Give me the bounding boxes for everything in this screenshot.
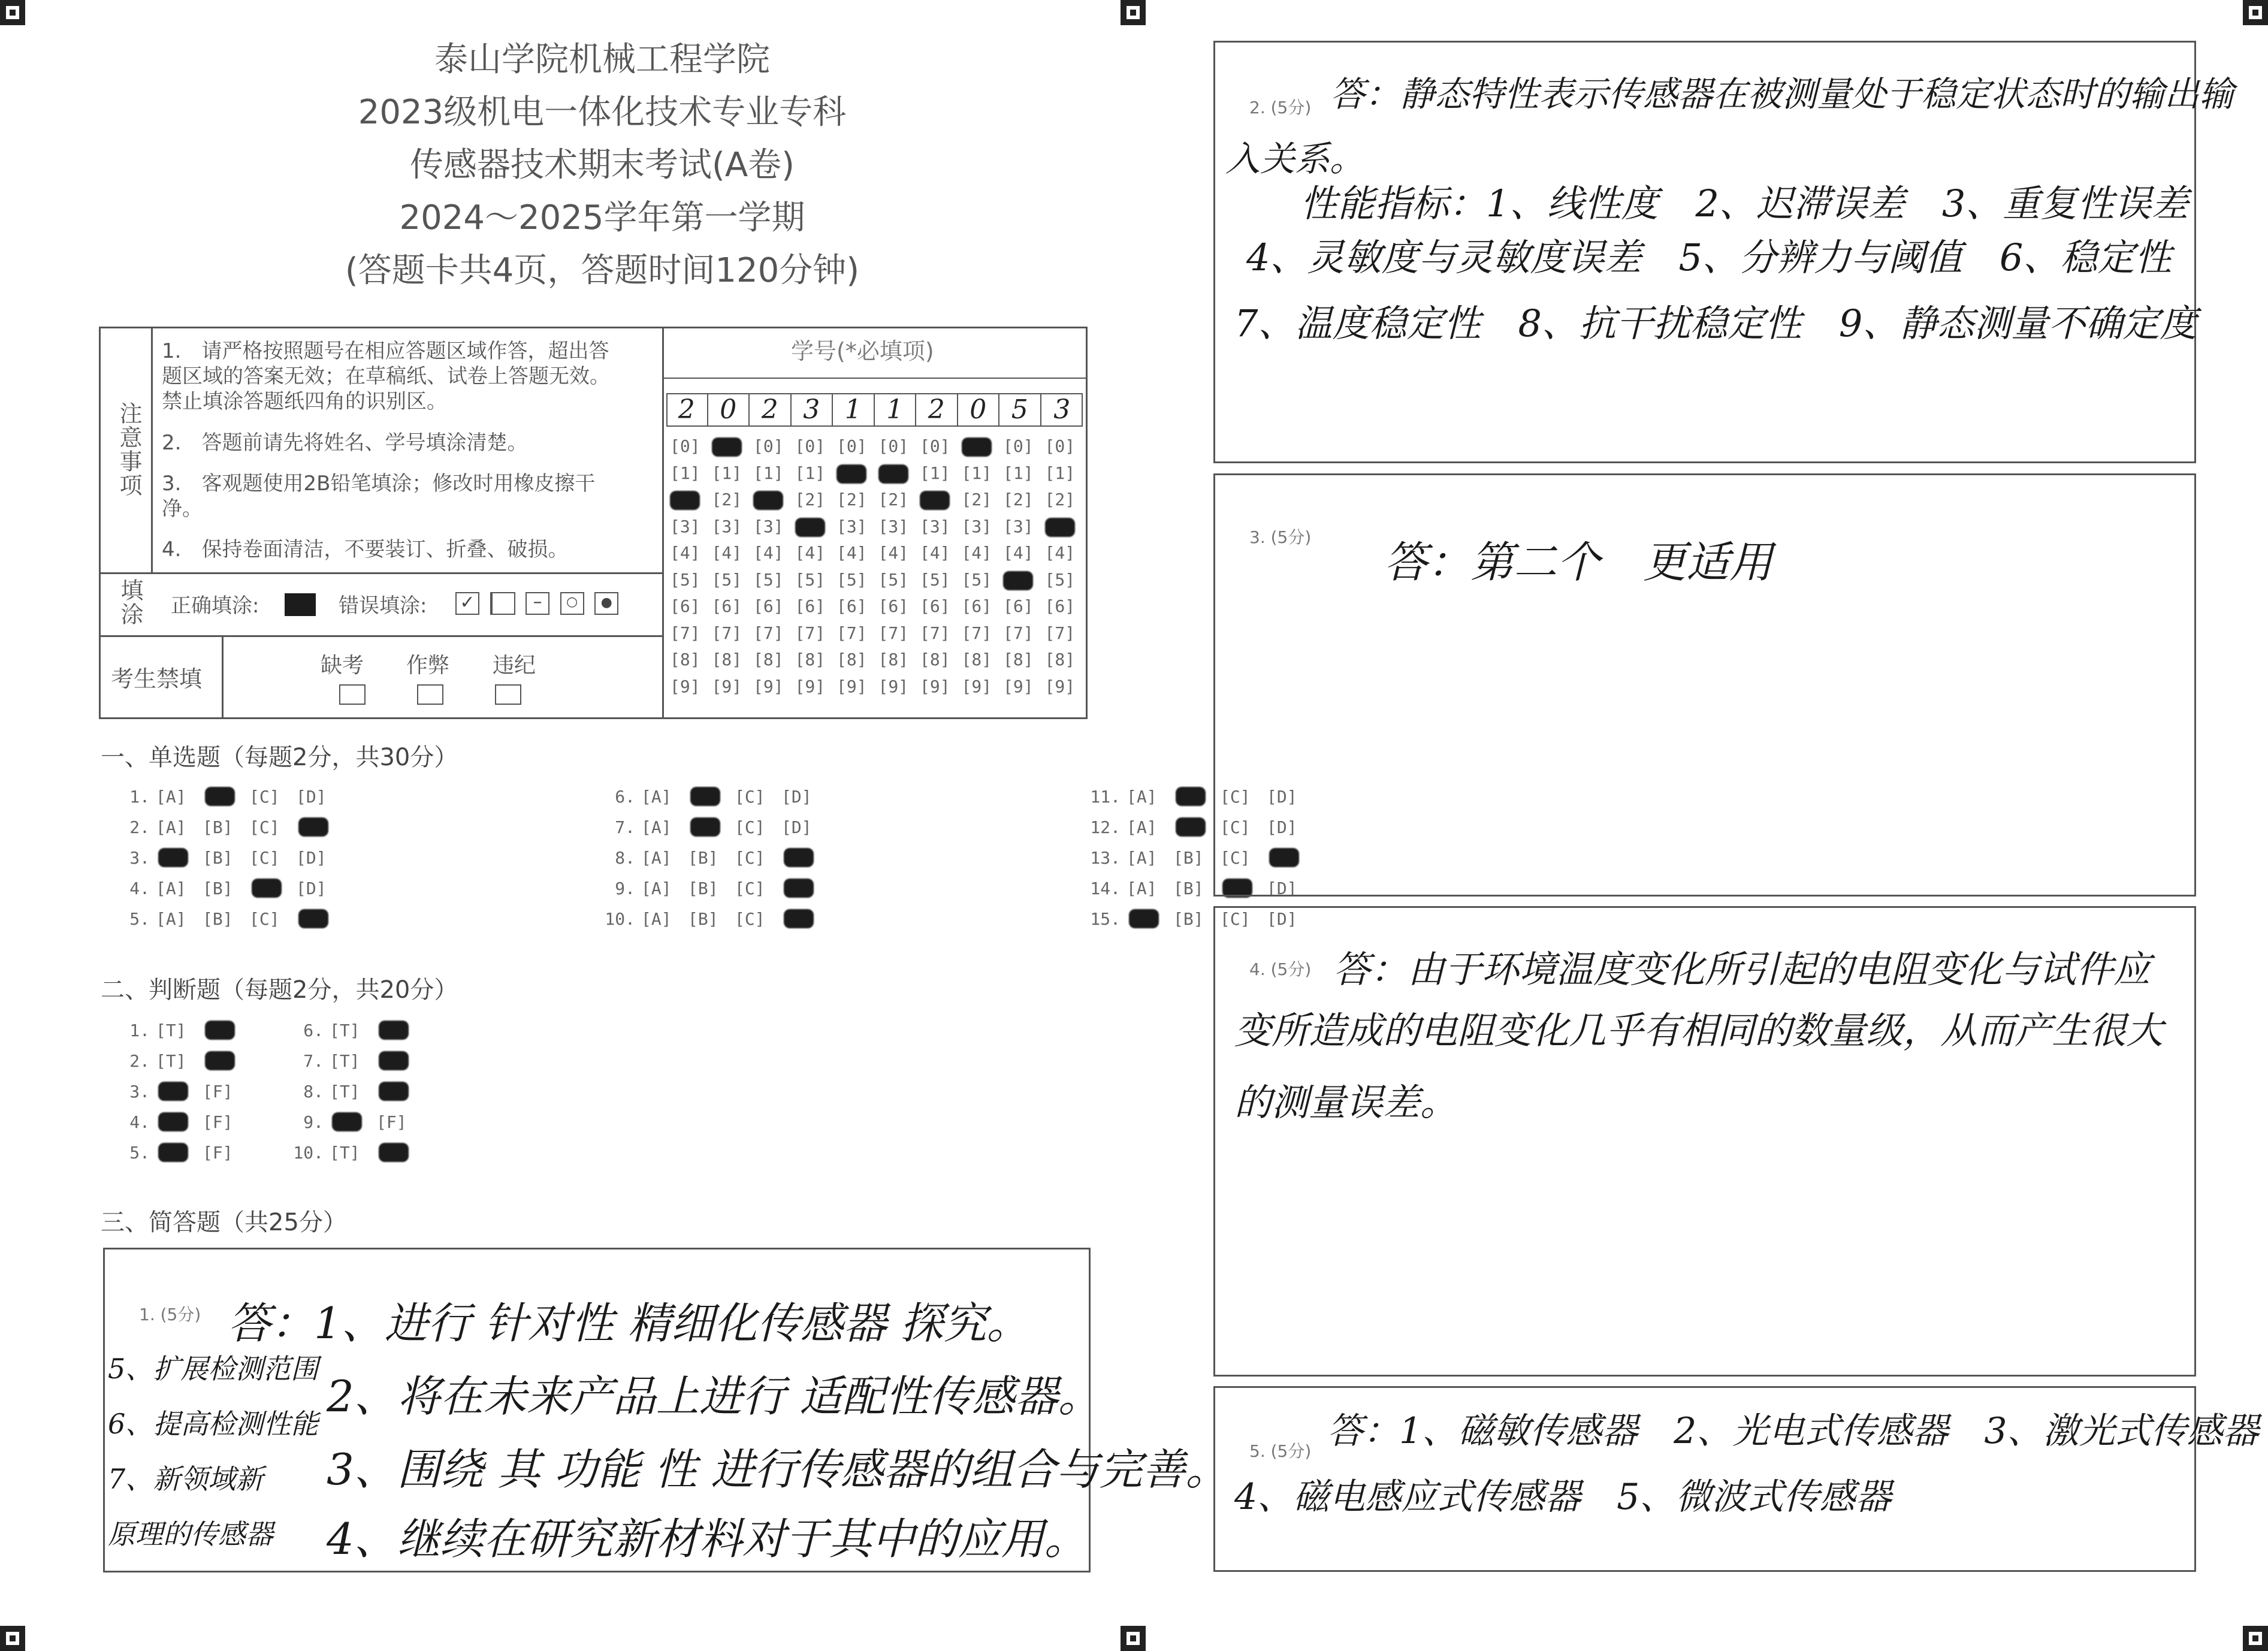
single-choice-option[interactable]: [C] (735, 848, 765, 868)
student-id-bubble[interactable]: [3] (920, 516, 950, 536)
judge-mark[interactable] (205, 1021, 235, 1040)
judge-mark[interactable] (205, 1051, 235, 1070)
q4-label: 4. (5分) (1249, 959, 1312, 979)
single-choice-option[interactable]: [C] (1220, 787, 1251, 807)
single-choice-option[interactable]: [A] (156, 787, 186, 807)
student-id-digit: 5 (999, 394, 1041, 425)
single-choice-option[interactable]: [D] (296, 879, 327, 898)
student-id-bubble[interactable]: [6] (711, 596, 742, 616)
single-choice-option[interactable]: [D] (296, 848, 327, 868)
section-single-choice: 一、单选题（每题2分，共30分） (101, 744, 458, 771)
judge-number: 8. (303, 1082, 324, 1101)
q4-answer-line-1: 答：由于环境温度变化所引起的电阻变化与试件应 (1333, 947, 2151, 991)
id-divider-h (662, 378, 1088, 379)
student-id-bubble[interactable]: [3] (670, 516, 700, 536)
single-choice-option[interactable]: [B] (203, 817, 233, 837)
single-choice-option[interactable]: [D] (1267, 909, 1297, 929)
q4-answer-line-2: 变所造成的电阻变化几乎有相同的数量级，从而产生很大 (1234, 1009, 2164, 1052)
student-id-bubble[interactable]: [8] (1044, 650, 1076, 669)
judge-option[interactable]: [T] (330, 1143, 360, 1163)
student-id-bubble[interactable]: [0] (753, 436, 784, 456)
single-choice-option[interactable]: [C] (249, 909, 280, 929)
single-choice-option[interactable]: [A] (1127, 817, 1157, 837)
judge-option[interactable]: [T] (156, 1021, 186, 1040)
student-id-bubble[interactable]: [0] (878, 436, 909, 456)
student-id-digit: 3 (792, 394, 833, 425)
major-title: 2023级机电一体化技术专业专科 (358, 93, 847, 132)
student-id-bubble[interactable]: [2] (711, 490, 742, 509)
student-id-bubble[interactable]: [9] (878, 676, 909, 696)
single-choice-option[interactable]: [B] (1173, 909, 1204, 929)
judge-number: 4. (129, 1112, 150, 1132)
judge-option[interactable]: [F] (376, 1112, 407, 1132)
judge-number: 9. (303, 1112, 324, 1132)
student-id-bubble[interactable]: [6] (836, 596, 867, 616)
notice-item-4: 4. 保持卷面清洁，不要装订、折叠、破损。 (162, 538, 569, 562)
table-divider-h2 (99, 635, 662, 637)
student-id-digit: 3 (1053, 394, 1071, 425)
student-id-bubble[interactable]: [8] (795, 650, 826, 669)
student-id-bubble[interactable]: [8] (670, 650, 700, 669)
wrong-fill-line (490, 592, 515, 615)
student-id-bubble[interactable]: [7] (795, 623, 826, 643)
student-id-bubble[interactable]: [4] (961, 543, 992, 563)
single-choice-option[interactable]: [C] (735, 817, 765, 837)
single-choice-mark[interactable] (784, 909, 814, 928)
student-id-bubble[interactable]: [2] (1044, 490, 1076, 509)
single-choice-number: 15. (1090, 909, 1121, 929)
single-choice-option[interactable]: [D] (1267, 879, 1297, 898)
student-id-bubble[interactable]: [8] (961, 650, 992, 669)
student-id-mark[interactable] (712, 437, 742, 457)
wrong-fill-dot: ● (594, 592, 618, 615)
single-choice-option[interactable]: [A] (156, 879, 186, 898)
q1-answer-line-1: 答：1、进行 针对性 精细化传感器 探究。 (228, 1298, 1030, 1348)
judge-option[interactable]: [T] (330, 1021, 360, 1040)
judge-number: 10. (293, 1143, 324, 1163)
student-id-bubble[interactable]: [7] (753, 623, 784, 643)
student-id-bubble[interactable]: [9] (920, 676, 950, 696)
student-id-bubble[interactable]: [9] (753, 676, 784, 696)
student-id-bubble[interactable]: [7] (711, 623, 742, 643)
judge-mark[interactable] (158, 1143, 188, 1162)
student-id-bubble[interactable]: [0] (836, 436, 867, 456)
student-id-bubble[interactable]: [4] (753, 543, 784, 563)
student-id-bubble[interactable]: [4] (795, 543, 826, 563)
judge-option[interactable]: [T] (330, 1051, 360, 1071)
q3-label: 3. (5分) (1249, 527, 1312, 547)
section-judge: 二、判断题（每题2分，共20分） (101, 976, 458, 1004)
wrong-fill-dash: – (526, 592, 549, 615)
q1-label: 1. (5分) (139, 1305, 201, 1324)
correct-fill-label: 正确填涂: (171, 594, 259, 618)
single-choice-number: 13. (1090, 848, 1121, 868)
semester-title: 2024～2025学年第一学期 (399, 198, 805, 237)
table-divider-v2 (662, 327, 664, 719)
judge-number: 6. (303, 1021, 324, 1040)
student-id-bubble[interactable]: [5] (753, 569, 784, 590)
student-id-mark[interactable] (670, 491, 700, 510)
single-choice-number: 9. (615, 879, 635, 898)
single-choice-number: 7. (615, 817, 635, 837)
single-choice-number: 5. (129, 909, 150, 929)
single-choice-option[interactable]: [C] (1220, 817, 1251, 837)
judge-number: 2. (129, 1051, 150, 1071)
notice-item-1: 1. 请严格按照题号在相应答题区域作答，超出答题区域的答案无效；在草稿纸、试卷上答题无效。禁止填涂答题纸四角的识别区。 (162, 339, 610, 413)
single-choice-mark[interactable] (1176, 817, 1206, 837)
judge-mark[interactable] (379, 1021, 409, 1040)
student-id-bubble[interactable]: [1] (1044, 463, 1076, 483)
table-divider-v3 (222, 635, 224, 719)
judge-option[interactable]: [F] (203, 1082, 233, 1101)
single-choice-mark[interactable] (1129, 909, 1159, 928)
student-id-bubble[interactable]: [3] (711, 516, 742, 536)
judge-option[interactable]: [T] (330, 1082, 360, 1101)
wrong-fill-circle: ○ (560, 592, 584, 615)
student-id-title: 学号(*必填项) (791, 338, 934, 364)
student-id-bubble[interactable]: [1] (711, 463, 742, 483)
single-choice-option[interactable]: [C] (1220, 909, 1251, 929)
student-id-bubble[interactable]: [9] (670, 676, 700, 696)
forbid-violation: 违纪 (493, 653, 536, 678)
single-choice-number: 14. (1090, 879, 1121, 898)
q2-answer-line-5: 7、温度稳定性 8、抗干扰稳定性 9、静态测量不确定度 (1234, 301, 2197, 345)
student-id-bubble[interactable]: [8] (1003, 650, 1034, 669)
student-id-digit: 1 (875, 394, 917, 425)
judge-option[interactable]: [T] (156, 1051, 186, 1071)
q1-side-note-3: 7、新领域新 (108, 1463, 264, 1495)
single-choice-number: 2. (129, 817, 150, 837)
corner-mark-top-middle (1121, 0, 1146, 25)
q1-answer-line-2: 2、将在未来产品上进行 适配性传感器。 (327, 1371, 1101, 1421)
single-choice-mark[interactable] (690, 817, 720, 837)
notice-label: 注意事项 (116, 402, 142, 497)
single-choice-option[interactable]: [D] (296, 787, 327, 807)
judge-number: 5. (129, 1143, 150, 1163)
single-choice-option[interactable]: [A] (641, 787, 672, 807)
student-id-bubble[interactable]: [5] (795, 569, 826, 590)
student-id-bubble[interactable]: [2] (878, 490, 909, 509)
student-id-digit: 0 (708, 394, 750, 425)
q1-side-note-2: 6、提高检测性能 (108, 1408, 319, 1440)
notice-item-2: 2. 答题前请先将姓名、学号填涂清楚。 (162, 431, 528, 455)
student-id-bubble[interactable]: [7] (961, 623, 992, 643)
student-id-bubble[interactable]: [9] (711, 676, 742, 696)
student-id-bubble[interactable]: [9] (836, 676, 867, 696)
single-choice-option[interactable]: [B] (203, 848, 233, 868)
forbid-cheat-box[interactable] (417, 684, 443, 705)
student-id-bubble[interactable]: [9] (1003, 676, 1034, 696)
single-choice-option[interactable]: [A] (641, 909, 672, 929)
single-choice-number: 10. (605, 909, 635, 929)
judge-mark[interactable] (379, 1082, 409, 1101)
student-id-mark[interactable] (836, 464, 866, 484)
student-id-bubble[interactable]: [7] (1044, 623, 1076, 643)
single-choice-option[interactable]: [C] (249, 817, 280, 837)
student-id-bubble[interactable]: [2] (961, 490, 992, 509)
student-id-bubble[interactable]: [2] (1003, 490, 1034, 509)
single-choice-option[interactable]: [D] (1267, 787, 1297, 807)
student-id-bubble[interactable]: [5] (878, 569, 909, 590)
forbid-label: 考生禁填 (111, 666, 203, 692)
single-choice-option[interactable]: [B] (688, 848, 718, 868)
student-id-digit: 2 (666, 394, 708, 425)
q1-side-note-4: 原理的传感器 (108, 1518, 273, 1550)
student-id-bubble[interactable]: [8] (920, 650, 950, 669)
student-id-bubble[interactable]: [5] (961, 569, 992, 590)
q5-answer-line-1: 答：1、磁敏传感器 2、光电式传感器 3、激光式传感器 (1327, 1410, 2259, 1452)
student-id-digit: 1 (833, 394, 875, 425)
wrong-fill-samples (451, 592, 618, 615)
student-id-bubble[interactable]: [6] (1003, 596, 1034, 616)
school-title: 泰山学院机械工程学院 (434, 40, 770, 79)
single-choice-option[interactable]: [B] (688, 909, 718, 929)
student-id-bubble[interactable]: [9] (795, 676, 826, 696)
student-id-mark[interactable] (753, 491, 783, 510)
judge-mark[interactable] (158, 1112, 188, 1131)
student-id-digit: 2 (750, 394, 792, 425)
student-id-bubble[interactable]: [4] (836, 543, 867, 563)
student-id-bubble[interactable]: [7] (920, 623, 950, 643)
single-choice-mark[interactable] (298, 909, 328, 928)
single-choice-mark[interactable] (158, 848, 188, 867)
table-divider-v1 (151, 327, 153, 572)
single-choice-option[interactable]: [A] (1127, 879, 1157, 898)
single-choice-option[interactable]: [C] (735, 787, 765, 807)
judge-mark[interactable] (379, 1051, 409, 1070)
single-choice-option[interactable]: [A] (156, 817, 186, 837)
student-id-bubble[interactable]: [1] (1003, 463, 1034, 483)
student-id-bubble[interactable]: [3] (1003, 516, 1034, 536)
student-id-bubble[interactable]: [4] (670, 543, 700, 563)
student-id-bubble[interactable]: [5] (920, 569, 950, 590)
single-choice-option[interactable]: [B] (203, 909, 233, 929)
exam-info: (答题卡共4页，答题时间120分钟) (345, 251, 860, 290)
student-id-mark[interactable] (1045, 518, 1075, 537)
q1-answer-line-4: 4、继续在研究新材料对于其中的应用。 (327, 1514, 1088, 1564)
single-choice-option[interactable]: [A] (641, 848, 672, 868)
student-id-bubble[interactable]: [3] (753, 516, 784, 536)
judge-number: 1. (129, 1021, 150, 1040)
student-id-mark[interactable] (920, 491, 950, 510)
single-choice-option[interactable]: [B] (688, 879, 718, 898)
single-choice-option[interactable]: [B] (1173, 879, 1204, 898)
q2-answer-line-3: 性能指标：1、线性度 2、迟滞误差 3、重复性误差 (1300, 182, 2189, 225)
table-divider-h1 (99, 572, 662, 574)
student-id-bubble[interactable]: [4] (1003, 543, 1034, 563)
student-id-bubble[interactable]: [5] (670, 569, 700, 590)
judge-option[interactable]: [F] (203, 1112, 233, 1132)
judge-mark[interactable] (158, 1082, 188, 1101)
single-choice-number: 12. (1090, 817, 1121, 837)
q5-label: 5. (5分) (1249, 1441, 1312, 1461)
student-id-bubble[interactable]: [7] (878, 623, 909, 643)
student-id-bubble[interactable]: [9] (961, 676, 992, 696)
student-id-bubble[interactable]: [7] (836, 623, 867, 643)
single-choice-option[interactable]: [A] (1127, 848, 1157, 868)
student-id-bubble[interactable]: [4] (1044, 543, 1076, 563)
student-id-bubble[interactable]: [7] (670, 623, 700, 643)
q2-answer-line-2: 入关系。 (1225, 138, 1365, 179)
judge-option[interactable]: [F] (203, 1143, 233, 1163)
single-choice-mark[interactable] (690, 787, 720, 806)
student-id-bubble[interactable]: [7] (1003, 623, 1034, 643)
single-choice-number: 1. (129, 787, 150, 807)
section-short-answer: 三、简答题（共25分） (101, 1209, 347, 1236)
student-id-digit: 0 (958, 394, 1000, 425)
student-id-bubble[interactable]: [0] (670, 436, 700, 456)
student-id-bubble[interactable]: [3] (878, 516, 909, 536)
corner-mark-top-left (0, 0, 25, 25)
student-id-mark[interactable] (962, 437, 992, 457)
student-id-mark[interactable] (1003, 571, 1033, 590)
single-choice-option[interactable]: [C] (249, 787, 280, 807)
q1-side-note-1: 5、扩展检测范围 (108, 1353, 319, 1385)
single-choice-mark[interactable] (205, 787, 235, 806)
student-id-bubble[interactable]: [0] (1003, 436, 1034, 456)
correct-fill-sample (285, 593, 316, 616)
student-id-bubble[interactable]: [1] (961, 463, 992, 483)
notice-item-3: 3. 客观题使用2B铅笔填涂；修改时用橡皮擦干净。 (162, 472, 596, 521)
q2-answer-line-4: 4、灵敏度与灵敏度误差 5、分辨力与阈值 6、稳定性 (1246, 236, 2172, 279)
student-id-bubble[interactable]: [8] (711, 650, 742, 669)
single-choice-option[interactable]: [D] (1267, 817, 1297, 837)
single-choice-option[interactable]: [B] (1173, 848, 1204, 868)
forbid-absent: 缺考 (321, 653, 364, 678)
student-id-bubble[interactable]: [1] (795, 463, 826, 483)
single-choice-mark[interactable] (784, 848, 814, 867)
single-choice-mark[interactable] (784, 879, 814, 898)
student-id-bubble[interactable]: [6] (795, 596, 826, 616)
student-id-bubble[interactable]: [3] (961, 516, 992, 536)
q1-answer-line-3: 3、围绕 其 功能 性 进行传感器的组合与完善。 (327, 1444, 1229, 1495)
corner-mark-bottom-left (0, 1626, 25, 1651)
single-choice-number: 8. (615, 848, 635, 868)
student-id-digit: 2 (916, 394, 958, 425)
corner-mark-top-right (2243, 0, 2268, 25)
single-choice-option[interactable]: [A] (641, 817, 672, 837)
single-choice-option[interactable]: [C] (735, 879, 765, 898)
student-id-bubble[interactable]: [2] (836, 490, 867, 509)
student-id-bubble[interactable]: [0] (795, 436, 826, 456)
q4-answer-line-3: 的测量误差。 (1234, 1080, 1458, 1124)
single-choice-number: 6. (615, 787, 635, 807)
student-id-bubble[interactable]: [8] (753, 650, 784, 669)
student-id-bubble[interactable]: [1] (753, 463, 784, 483)
single-choice-mark[interactable] (1176, 787, 1206, 806)
q2-label: 2. (5分) (1249, 98, 1312, 117)
single-choice-number: 4. (129, 879, 150, 898)
student-id-bubble[interactable]: [9] (1044, 676, 1076, 696)
student-id-bubble[interactable]: [0] (1044, 436, 1076, 456)
wrong-fill-label: 错误填涂: (339, 594, 427, 618)
single-choice-mark[interactable] (252, 879, 282, 898)
student-id-bubble[interactable]: [4] (920, 543, 950, 563)
student-id-bubble[interactable]: [5] (711, 569, 742, 590)
single-choice-option[interactable]: [D] (781, 787, 812, 807)
single-choice-number: 3. (129, 848, 150, 868)
student-id-bubble[interactable]: [6] (878, 596, 909, 616)
corner-mark-bottom-middle (1121, 1626, 1146, 1651)
student-id-mark[interactable] (795, 518, 825, 537)
student-id-bubble[interactable]: [6] (1044, 596, 1076, 616)
forbid-absent-box[interactable] (339, 684, 366, 705)
exam-title: 传感器技术期末考试(A卷) (409, 146, 795, 185)
forbid-cheat: 作弊 (406, 653, 450, 678)
q2-answer-line-1: 答：静态特性表示传感器在被测量处于稳定状态时的输出输 (1330, 74, 2234, 114)
single-choice-option[interactable]: [C] (1220, 848, 1251, 868)
single-choice-option[interactable]: [D] (781, 817, 812, 837)
student-id-bubble[interactable]: [6] (961, 596, 992, 616)
judge-number: 3. (129, 1082, 150, 1101)
student-id-bubble[interactable]: [8] (836, 650, 867, 669)
single-choice-option[interactable]: [B] (203, 879, 233, 898)
single-choice-option[interactable]: [C] (249, 848, 280, 868)
student-id-bubble[interactable]: [3] (836, 516, 867, 536)
student-id-bubble[interactable]: [8] (878, 650, 909, 669)
student-id-bubble[interactable]: [6] (920, 596, 950, 616)
q3-answer-line-1: 答：第二个 更适用 (1384, 537, 1773, 587)
judge-mark[interactable] (332, 1112, 362, 1131)
fill-label: 填涂 (117, 578, 143, 626)
single-choice-option[interactable]: [C] (735, 909, 765, 929)
judge-number: 7. (303, 1051, 324, 1071)
student-id-bubble[interactable]: [1] (920, 463, 950, 483)
forbid-violation-box[interactable] (495, 684, 521, 705)
corner-mark-bottom-right (2243, 1626, 2268, 1651)
single-choice-number: 11. (1090, 787, 1121, 807)
single-choice-option[interactable]: [A] (1127, 787, 1157, 807)
student-id-mark[interactable] (878, 464, 908, 484)
student-id-bubble[interactable]: [4] (711, 543, 742, 563)
student-id-bubble[interactable]: [5] (1044, 569, 1076, 590)
student-id-bubble[interactable]: [2] (795, 490, 826, 509)
student-id-bubble[interactable]: [1] (670, 463, 700, 483)
student-id-bubble[interactable]: [5] (836, 569, 867, 590)
student-id-bubble[interactable]: [4] (878, 543, 909, 563)
student-id-bubble[interactable]: [6] (753, 596, 784, 616)
wrong-fill-check: ✓ (455, 592, 479, 615)
single-choice-option[interactable]: [A] (641, 879, 672, 898)
single-choice-option[interactable]: [A] (156, 909, 186, 929)
q5-answer-line-2: 4、磁电感应式传感器 5、微波式传感器 (1234, 1476, 1892, 1518)
single-choice-mark[interactable] (298, 817, 328, 837)
student-id-bubble[interactable]: [0] (920, 436, 950, 456)
judge-mark[interactable] (379, 1143, 409, 1162)
student-id-bubble[interactable]: [6] (670, 596, 700, 616)
